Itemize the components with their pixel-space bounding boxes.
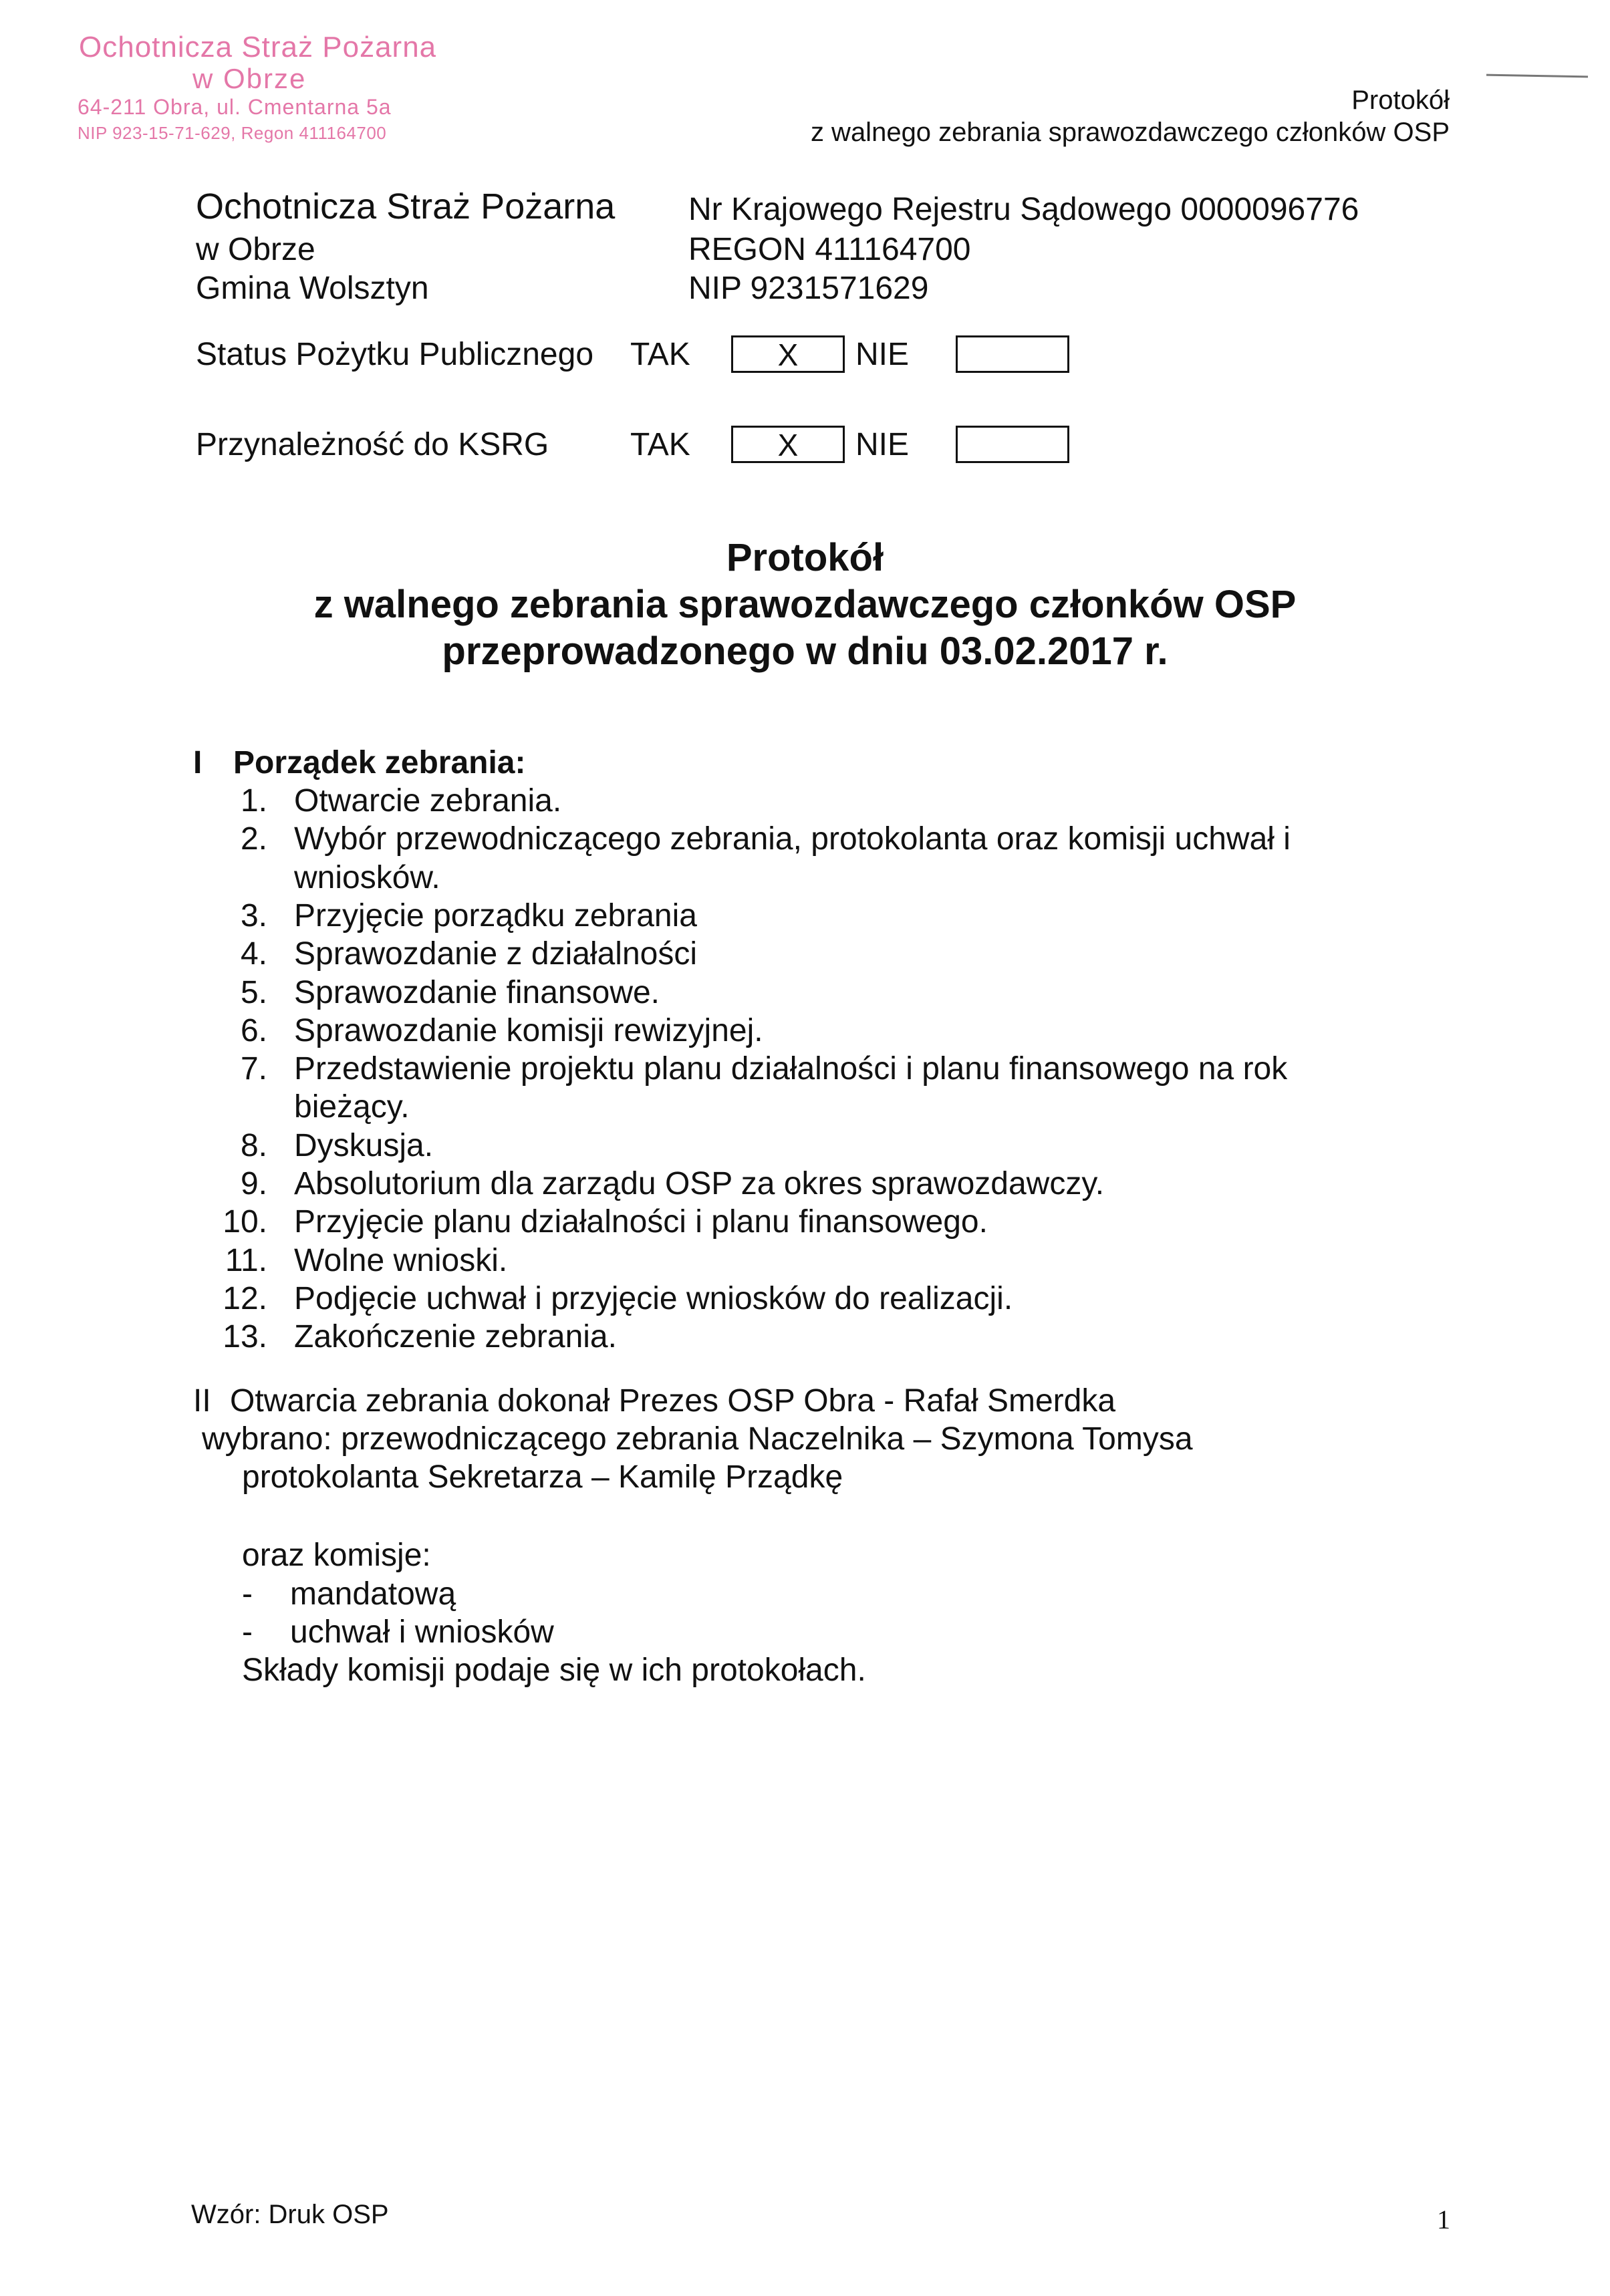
agenda-item-number: 1. [240, 783, 267, 819]
org-gmina: Gmina Wolsztyn [196, 271, 429, 306]
agenda-item-text: Przedstawienie projektu planu działalności i planu finansowego na rok [294, 1051, 1288, 1087]
header-right-title: Protokół [1351, 86, 1450, 115]
agenda-item-number: 6. [240, 1012, 267, 1048]
stamp-line-4: NIP 923-15-71-629, Regon 411164700 [78, 123, 387, 143]
agenda-item-text: Przyjęcie planu działalności i planu finansowego. [294, 1204, 988, 1240]
bullet-dash: - [242, 1614, 253, 1650]
agenda-item-text: wniosków. [294, 859, 440, 895]
agenda-item-text: Sprawozdanie finansowe. [294, 974, 660, 1010]
page-number: 1 [1437, 2204, 1450, 2235]
agenda-item-number: 3. [240, 897, 267, 934]
agenda-item-text: Przyjęcie porządku zebrania [294, 897, 697, 934]
agenda-item-number: 7. [240, 1051, 267, 1087]
committee-resolutions: uchwał i wniosków [290, 1614, 554, 1650]
agenda-item-number: 8. [240, 1127, 267, 1163]
document-subtitle: z walnego zebrania sprawozdawczego członków OSP [313, 583, 1297, 626]
stamp-line-3: 64-211 Obra, ul. Cmentarna 5a [78, 95, 392, 119]
tak-checkbox[interactable]: X [731, 426, 845, 463]
agenda-item-number: 2. [240, 821, 267, 857]
section-2-committees-label: oraz komisje: [242, 1538, 431, 1573]
section-2-opening: Otwarcia zebrania dokonał Prezes OSP Obra - Rafał Smerdka [230, 1383, 1116, 1419]
stamp-line-2: w Obrze [192, 63, 307, 94]
tak-label: TAK [630, 337, 690, 372]
committee-mandate: mandatową [290, 1576, 456, 1612]
org-nip: NIP 9231571629 [688, 271, 929, 306]
org-name: Ochotnicza Straż Pożarna [196, 186, 616, 227]
agenda-item-text: Sprawozdanie z działalności [294, 936, 697, 972]
section-2-roman: II [193, 1383, 211, 1419]
footer-template-label: Wzór: Druk OSP [191, 2200, 389, 2229]
agenda-item-number: 13. [223, 1319, 267, 1355]
agenda-item-number: 11. [225, 1242, 267, 1278]
agenda-item-text: bieżący. [294, 1089, 410, 1125]
section-2-composition-note: Składy komisji podaje się w ich protokołach. [242, 1653, 866, 1688]
agenda-item-number: 10. [223, 1204, 267, 1240]
tak-label: TAK [630, 427, 690, 462]
agenda-item-text: Otwarcie zebrania. [294, 783, 562, 819]
org-regon: REGON 411164700 [688, 232, 971, 267]
agenda-item-text: Wybór przewodniczącego zebrania, protokolanta oraz komisji uchwał i [294, 821, 1291, 857]
agenda-item-text: Dyskusja. [294, 1127, 434, 1163]
status-label: Przynależność do KSRG [196, 427, 549, 462]
section-2-chair: wybrano: przewodniczącego zebrania Naczelnika – Szymona Tomysa [202, 1421, 1193, 1457]
agenda-item-number: 4. [240, 936, 267, 972]
section-2-secretary: protokolanta Sekretarza – Kamilę Prządkę [242, 1459, 843, 1495]
agenda-item-text: Wolne wnioski. [294, 1242, 508, 1278]
agenda-item-number: 12. [223, 1280, 267, 1316]
section-1-heading: Porządek zebrania: [233, 745, 526, 780]
nie-label: NIE [855, 427, 910, 462]
agenda-item-number: 9. [240, 1166, 267, 1201]
org-place: w Obrze [196, 232, 315, 267]
nie-label: NIE [855, 337, 910, 372]
tak-checkbox[interactable]: X [731, 335, 845, 373]
header-right-subtitle: z walnego zebrania sprawozdawczego członków OSP [810, 118, 1450, 147]
bullet-dash: - [242, 1576, 253, 1612]
status-label: Status Pożytku Publicznego [196, 337, 594, 372]
agenda-item-text: Sprawozdanie komisji rewizyjnej. [294, 1012, 763, 1048]
section-1-roman: I [193, 745, 203, 780]
document-title: Protokół [726, 536, 884, 579]
agenda-item-text: Podjęcie uchwał i przyjęcie wniosków do realizacji. [294, 1280, 1013, 1316]
agenda-item-text: Absolutorium dla zarządu OSP za okres sprawozdawczy. [294, 1166, 1105, 1201]
corner-line [1486, 74, 1588, 78]
stamp-line-1: Ochotnicza Straż Pożarna [79, 31, 437, 63]
agenda-item-number: 5. [240, 974, 267, 1010]
nie-checkbox[interactable] [956, 335, 1069, 373]
org-krs: Nr Krajowego Rejestru Sądowego 0000096776 [688, 192, 1359, 227]
document-date-line: przeprowadzonego w dniu 03.02.2017 r. [442, 629, 1168, 673]
agenda-item-text: Zakończenie zebrania. [294, 1319, 617, 1355]
nie-checkbox[interactable] [956, 426, 1069, 463]
